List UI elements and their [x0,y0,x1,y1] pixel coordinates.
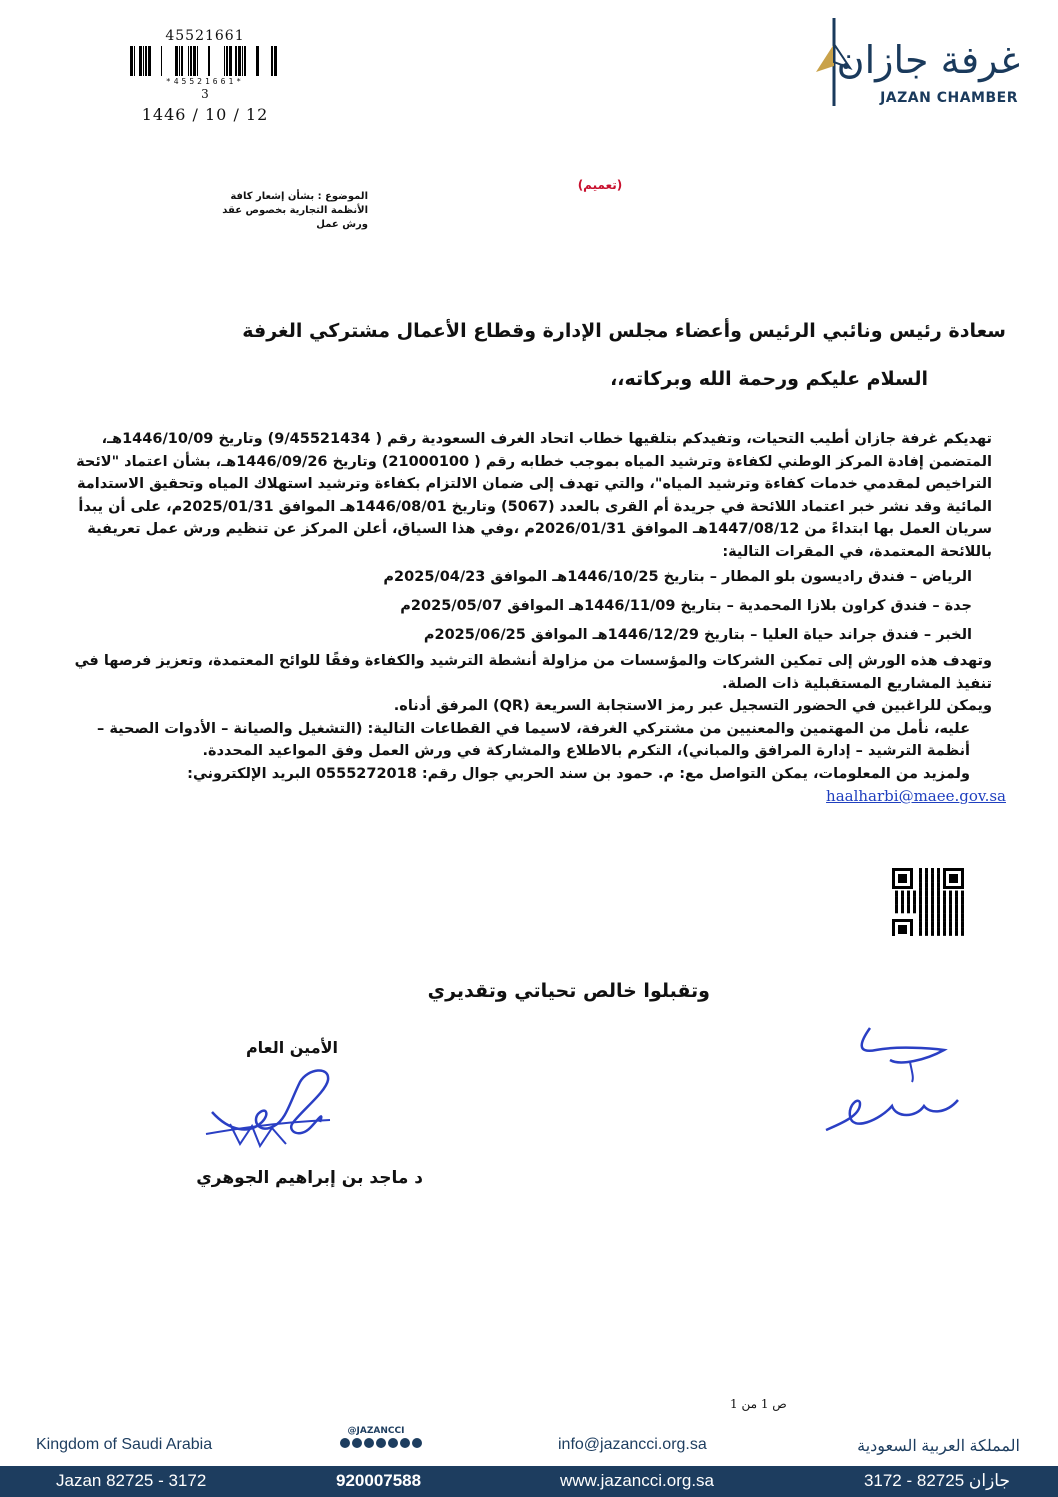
page-number: ص 1 من 1 [730,1397,787,1411]
barcode-text: *45521661* [165,77,245,86]
body-paragraph-contact: ولمزيد من المعلومات، يمكن التواصل مع: م. حمود بن سند الحربي جوال رقم: 0555272018 البريد الإلكتروني: [187,765,970,782]
signatory-name: د ماجد بن إبراهيم الجوهري [196,1168,423,1188]
footer-bar [0,1466,1058,1497]
barcode-block [120,28,290,124]
initials-signature-icon [820,1020,970,1140]
logo-arabic-text: غرفة جازان [836,38,1020,82]
letter-body [58,428,1006,809]
handwritten-signature-icon [200,1062,380,1172]
footer-country-en: Kingdom of Saudi Arabia [36,1436,213,1453]
footer-website[interactable]: www.jazancci.org.sa [560,1471,715,1490]
chamber-logo [810,10,1020,110]
signatory-title: الأمين العام [245,1038,338,1057]
subject-line: الموضوع : بشأن إشعار كافة الأنظمة التجارية بخصوص عقد ورش عمل [222,191,368,230]
copy-number: 3 [201,87,209,101]
qr-code-icon[interactable] [892,868,964,936]
tiktok-icon[interactable] [388,1438,398,1448]
venue-khobar: الخبر – فندق جراند حياة العليا – بتاريخ 1446/12/29هـ الموافق 2025/06/25م [423,627,972,643]
linkedin-icon[interactable] [412,1438,422,1448]
barcode-image [130,46,280,76]
facebook-icon[interactable] [340,1438,350,1448]
circular-label: (تعميم) [577,178,623,192]
footer-social-handle: @JAZANCCI [347,1426,405,1436]
venue-riyadh: الرياض – فندق راديسون بلو المطار – بتاريخ 1446/10/25هـ الموافق 2025/04/23م [383,569,972,585]
document-number: 45521661 [165,28,245,44]
body-paragraph-goal: وتهدف هذه الورش إلى تمكين الشركات والمؤسسات من مزاولة أنشطة الترشيد والكفاءة وفقًا للوائح المعتمدة، وتعزيز فرصها في تنفيذ المشاريع المستقبلية ذات الصلة. [74,653,992,692]
footer-social-icons [340,1438,422,1448]
body-paragraph-request: عليه، نأمل من المهتمين والمعنيين من مشتركي الغرفة، لاسيما في القطاعات التالية: (التشغيل والصيانة – الأدوات الصحية – أنظمة الترشيد – إدارة المرافق والمباني)، التكرم بالاطلاع والمشاركة في ورش العمل وفق المواعيد المحددة. [97,720,970,759]
recipient-line: سعادة رئيس ونائبي الرئيس وأعضاء مجلس الإدارة وقطاع الأعمال مشتركي الغرفة [242,320,1006,342]
body-paragraph-intro: تهديكم غرفة جازان أطيب التحيات، وتفيدكم بتلقيها خطاب اتحاد الغرف السعودية رقم ( 9/45521434) وتاريخ 1446/10/09هـ، المتضمن إفادة المركز الوطني لكفاءة وترشيد المياه بموجب خطابه رقم ( 21000100) وتاريخ 1446/09/26هـ، بشأن اعتماد "لائحة التراخيص لمقدمي خدمات كفاءة وترشيد المياه"، والتي تهدف إلى ضمان الالتزام بكفاءة وترشيد استهلاك المياه وتحقيق الاستدامة المائية وقد نشر خبر اعتماد اللائحة في جريدة أم القرى بالعدد (5067) وتاريخ 1446/08/01هـ الموافق 2025/01/31م، على أن يبدأ سريان العمل بها ابتداءً من 1447/08/12هـ الموافق 2026/01/31م ،وفي هذا السياق، أعلن المركز عن تنظيم ورش عمل تعريفية باللائحة المعتمدة، في المقرات التالية: [76,431,992,560]
footer-contact-row [0,1426,1058,1466]
footer-address-en: Jazan 82725 - 3172 [56,1471,207,1490]
venue-jeddah: جدة – فندق كراون بلازا المحمدية – بتاريخ 1446/11/09هـ الموافق 2025/05/07م [400,598,972,614]
footer-country-ar: المملكة العربية السعودية [857,1438,1020,1455]
closing-line: وتقبلوا خالص تحياتي وتقديري [427,980,710,1002]
footer-address-ar: جازان 82725 - 3172 [863,1471,1010,1490]
footer-phone[interactable]: 920007588 [336,1471,422,1490]
footer-email[interactable]: info@jazancci.org.sa [558,1436,707,1453]
contact-email-link[interactable]: haalharbi@maee.gov.sa [826,787,1006,805]
snapchat-icon[interactable] [376,1438,386,1448]
x-twitter-icon[interactable] [400,1438,410,1448]
greeting-line: السلام عليكم ورحمة الله وبركاته،، [610,368,928,390]
instagram-icon[interactable] [352,1438,362,1448]
youtube-icon[interactable] [364,1438,374,1448]
logo-english-text: JAZAN CHAMBER [880,90,1018,106]
contact-email-row [58,785,1006,809]
document-date: 1446 / 10 / 12 [141,105,269,124]
body-paragraph-registration: ويمكن للراغبين في الحضور التسجيل عبر رمز الاستجابة السريعة (QR) المرفق أدناه. [393,698,992,714]
